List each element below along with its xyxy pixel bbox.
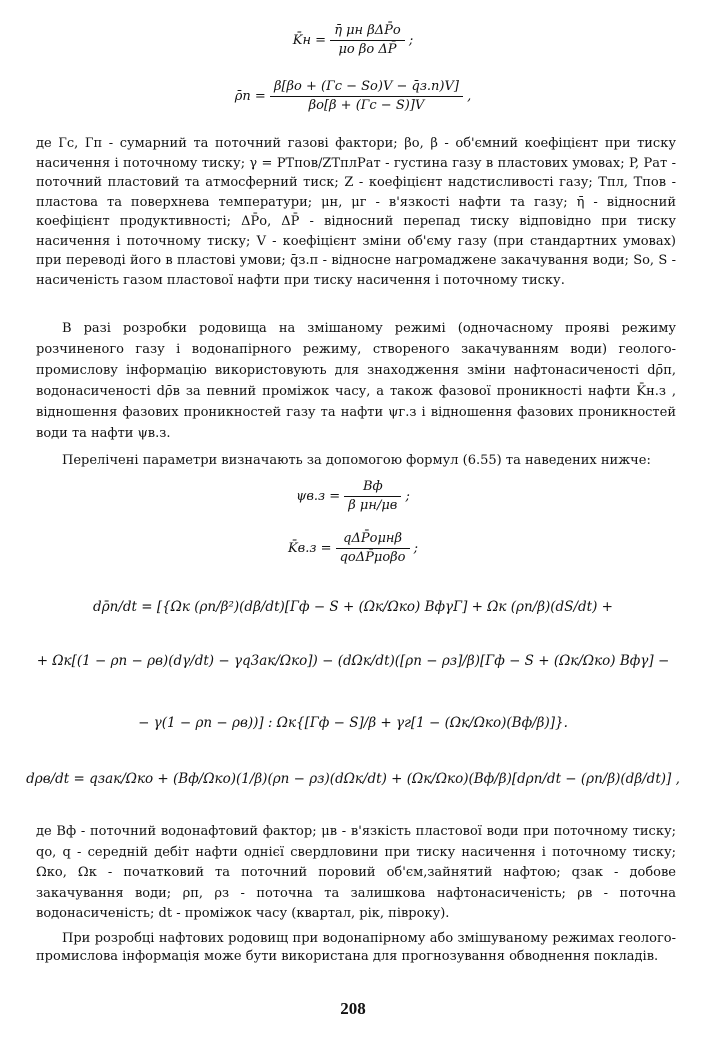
equation-k-n — [0, 22, 706, 59]
equation-lhs: ρ̄п = — [234, 88, 266, 104]
equation-tail: ; — [405, 489, 410, 504]
equation-fraction — [344, 478, 401, 515]
equation-tail: ; — [408, 33, 414, 48]
fraction-numerator: β[βо + (Гс − Sо)V − q̄з.п)V] — [270, 78, 463, 97]
fraction-denominator: βо[β + (Гс − S)]V — [308, 98, 425, 113]
fraction-denominator: qоΔP̄μоβо — [339, 550, 406, 565]
equation-drho-line-3: − γ(1 − ρп − ρв))] : Ωк{[Гф − S]/β + γг[1 − (Ωк/Ωко)(Bф/β)]}. — [138, 715, 568, 731]
equation-drho-v: dρв/dt = qзак/Ωко + (Bф/Ωко)(1/β)(ρп − ρз)(dΩк/dt) + (Ωк/Ωко)(Bф/β)[dρп/dt − (ρп/β)(dβ/dt)] , — [26, 771, 680, 787]
paragraph-conclusion: При розробці нафтових родовищ при водонапірному або змішуваному режимах геолого-промислова інформація може бути використана для прогнозування обводнення покладів. — [36, 931, 676, 964]
fraction-numerator: η̄ μн βΔP̄о — [330, 22, 405, 41]
equation-lhs: ψв.з = — [296, 488, 341, 504]
equation-fraction — [336, 530, 410, 567]
equation-lhs: K̄в.з = — [287, 540, 332, 556]
equation-lhs: K̄н = — [292, 32, 327, 48]
equation-tail: , — [467, 89, 472, 104]
fraction-numerator: qΔP̄оμнβ — [336, 530, 410, 549]
paragraph-definitions-1: де Гс, Гп - сумарний та поточний газові фактори; βо, β - об'ємний коефіцієнт при тиску насичення і поточному тиску; γ = PTпов/ZTплPат - густина газу в пластових умовах; P, Pат - поточний пластовий та атмосферний тиск; Z - коефіцієнт надстисливості газу; Tпл, Tпов - пластова та поверхнева температури; μн, μг - в'язкості нафти та газу; η̄ - відносний коефіцієнт продуктивності; ΔP̄о, ΔP̄ - відносний перепад тиску відповідно при тиску насичення і поточному тиску; V - коефіцієнт зміни об'єму газу (при стандартних умовах) при переводі його в пластові умови; q̄з.п - відносне нагромаджене закачування води; Sо, S - насиченість газом пластової нафти при тиску насичення і поточному тиску. — [36, 136, 676, 288]
page-number: 208 — [340, 999, 366, 1018]
equation-k-vz — [0, 530, 706, 567]
equation-rho-p — [0, 78, 706, 115]
fraction-denominator: μо βо ΔP̄ — [338, 42, 397, 57]
equation-tail: ; — [413, 541, 419, 556]
equation-drho-line-1: dρ̄п/dt = [{Ωк (ρп/β²)(dβ/dt)[Гф − S + (Ωк/Ωко) BфγГ] + Ωк (ρп/β)(dS/dt) + — [93, 599, 613, 615]
equation-drho-line-2: + Ωк[(1 − ρп − ρв)(dγ/dt) − γq3ак/Ωко]) − (dΩк/dt)([ρп − ρз]/β)[Гф − S + (Ωк/Ωко) Bфγ] − — [36, 653, 670, 669]
equation-fraction — [270, 78, 463, 115]
fraction-numerator: Bф — [344, 478, 401, 497]
fraction-denominator: β μн/μв — [348, 498, 398, 513]
equation-psi-vz — [0, 478, 706, 515]
paragraph-formulas-intro: Перелічені параметри визначають за допомогою формул (6.55) та наведених нижче: — [62, 453, 651, 468]
paragraph-mixed-regime: В разі розробки родовища на змішаному режимі (одночасному прояві режиму розчиненого газу і водонапірного режиму, створеного закачуванням води) геолого-промислову інформацію використовують для знаходження зміни нафтонасиченості dρ̄п, водонасиченості dρ̄в за певний проміжок часу, а також фазової проникності нафти K̄н.з , відношення фазових проникностей газу та нафти ψг.з і відношення фазових проникностей води та нафти ψв.з. — [36, 321, 676, 441]
equation-fraction — [330, 22, 405, 59]
paragraph-definitions-2: де Bф - поточний водонафтовий фактор; μв - в'язкість пластової води при поточному тиску; qо, q - середній дебіт нафти однієї свердловини при тиску насичення і поточному тиску; Ωко, Ωк - початковий та поточний поровий об'єм,зайнятий нафтою; qзак - добове закачування води; ρп, ρз - поточна та залишкова нафтонасиченість; ρв - поточна водонасиченість; dt - проміжок часу (квартал, рік, півроку). — [36, 824, 676, 921]
